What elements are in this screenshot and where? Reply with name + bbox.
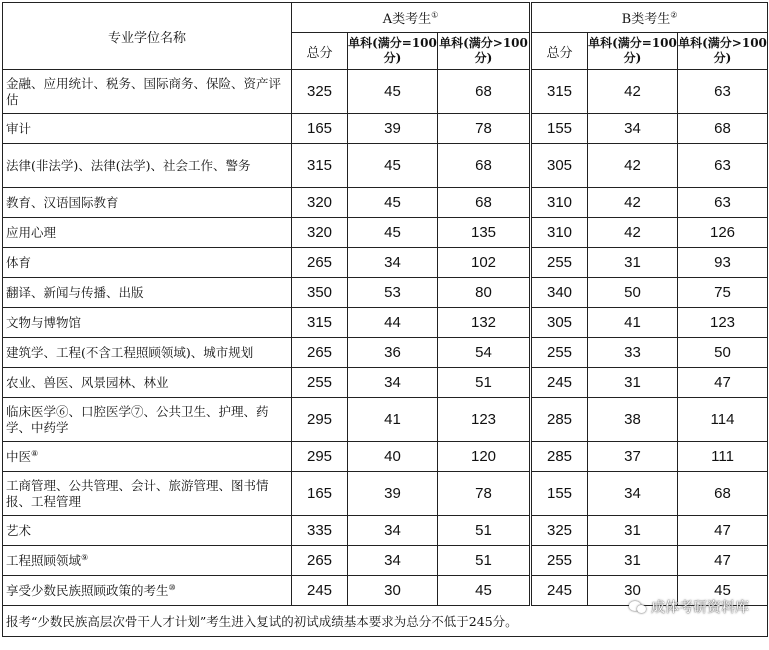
a-single-100-cell: 39 <box>348 114 438 144</box>
a-single-100-cell: 41 <box>348 398 438 442</box>
group-a-label: A类考生 <box>382 12 432 27</box>
table-row <box>3 70 768 114</box>
degree-name-cell <box>3 248 292 278</box>
b-single-gt100-cell: 126 <box>678 218 768 248</box>
table-row <box>3 368 768 398</box>
degree-name-cell <box>3 114 292 144</box>
b-total-cell: 285 <box>531 398 588 442</box>
a-single-gt100-cell: 68 <box>438 144 531 188</box>
table-row <box>3 546 768 576</box>
a-single-gt100-cell: 68 <box>438 188 531 218</box>
a-single-100-cell: 45 <box>348 218 438 248</box>
b-single-gt100-cell: 47 <box>678 546 768 576</box>
footnote-marker: ⑨ <box>81 552 89 562</box>
a-total-cell: 315 <box>292 308 348 338</box>
b-single-100-cell: 34 <box>588 114 678 144</box>
b-single-gt100-cell: 47 <box>678 516 768 546</box>
a-single-100-cell: 30 <box>348 576 438 606</box>
degree-name-cell <box>3 398 292 442</box>
a-total-cell: 335 <box>292 516 348 546</box>
b-single-100-cell: 41 <box>588 308 678 338</box>
score-table-container <box>2 2 767 637</box>
degree-name-cell <box>3 516 292 546</box>
group-a-note: ① <box>431 10 439 20</box>
b-single-100-cell: 38 <box>588 398 678 442</box>
table-row <box>3 338 768 368</box>
b-single-100-cell: 30 <box>588 576 678 606</box>
degree-name: 体育 <box>6 254 32 270</box>
a-total-cell: 350 <box>292 278 348 308</box>
degree-name-cell <box>3 472 292 516</box>
a-single-100-cell: 36 <box>348 338 438 368</box>
a-total-cell: 165 <box>292 472 348 516</box>
a-single-100-cell: 34 <box>348 368 438 398</box>
degree-name: 中医 <box>6 448 32 464</box>
a-total-cell: 255 <box>292 368 348 398</box>
b-total-cell: 305 <box>531 308 588 338</box>
b-total-cell: 340 <box>531 278 588 308</box>
degree-name-cell <box>3 368 292 398</box>
a-total-cell: 265 <box>292 338 348 368</box>
b-single-100-cell: 42 <box>588 218 678 248</box>
table-row <box>3 114 768 144</box>
b-single-100-cell: 50 <box>588 278 678 308</box>
degree-name: 临床医学⑥、口腔医学⑦、公共卫生、护理、药学、中药学 <box>6 403 269 435</box>
b-single-100-cell: 31 <box>588 248 678 278</box>
b-total-cell: 245 <box>531 368 588 398</box>
a-total-cell: 265 <box>292 248 348 278</box>
a-single-100-cell: 34 <box>348 516 438 546</box>
a-single-100-cell: 39 <box>348 472 438 516</box>
b-single-100-cell: 42 <box>588 144 678 188</box>
a-single-gt100-cell: 51 <box>438 546 531 576</box>
b-single-100-cell: 31 <box>588 516 678 546</box>
a-total-header: 总分 <box>292 33 348 70</box>
b-single-gt100-header: 单科(满分>100分) <box>678 33 768 70</box>
a-single-gt100-cell: 80 <box>438 278 531 308</box>
a-single-100-cell: 53 <box>348 278 438 308</box>
b-single-gt100-cell: 47 <box>678 368 768 398</box>
watermark-text: 成体考研资料库 <box>651 600 749 616</box>
degree-name: 金融、应用统计、税务、国际商务、保险、资产评估 <box>6 75 282 107</box>
a-single-gt100-cell: 45 <box>438 576 531 606</box>
a-single-gt100-cell: 135 <box>438 218 531 248</box>
watermark <box>629 597 749 617</box>
degree-name-cell <box>3 278 292 308</box>
b-single-gt100-cell: 93 <box>678 248 768 278</box>
a-single-100-cell: 34 <box>348 248 438 278</box>
a-single-gt100-cell: 120 <box>438 442 531 472</box>
b-single-gt100-cell: 75 <box>678 278 768 308</box>
chat-bubble-icon <box>629 600 647 614</box>
b-single-gt100-cell: 63 <box>678 188 768 218</box>
b-single-gt100-cell: 114 <box>678 398 768 442</box>
b-total-header: 总分 <box>531 33 588 70</box>
a-total-cell: 315 <box>292 144 348 188</box>
b-single-gt100-cell: 111 <box>678 442 768 472</box>
degree-name-cell <box>3 546 292 576</box>
degree-name-cell <box>3 576 292 606</box>
header-group-b <box>531 3 768 33</box>
table-row <box>3 188 768 218</box>
a-single-gt100-cell: 51 <box>438 516 531 546</box>
a-single-gt100-cell: 54 <box>438 338 531 368</box>
a-total-cell: 245 <box>292 576 348 606</box>
score-requirements-table <box>2 2 768 637</box>
degree-name-cell <box>3 308 292 338</box>
b-total-cell: 255 <box>531 546 588 576</box>
degree-name: 艺术 <box>6 522 32 538</box>
b-total-cell: 310 <box>531 188 588 218</box>
a-single-gt100-cell: 51 <box>438 368 531 398</box>
b-total-cell: 285 <box>531 442 588 472</box>
a-total-cell: 320 <box>292 188 348 218</box>
table-row <box>3 398 768 442</box>
degree-name: 法律(非法学)、法律(法学)、社会工作、警务 <box>6 157 251 173</box>
b-single-100-cell: 31 <box>588 546 678 576</box>
a-single-100-cell: 34 <box>348 546 438 576</box>
footnote-marker: ⑩ <box>168 582 176 592</box>
a-total-cell: 295 <box>292 442 348 472</box>
a-total-cell: 295 <box>292 398 348 442</box>
b-single-100-cell: 34 <box>588 472 678 516</box>
table-row <box>3 442 768 472</box>
a-total-cell: 320 <box>292 218 348 248</box>
b-single-gt100-cell: 68 <box>678 114 768 144</box>
a-single-gt100-cell: 78 <box>438 114 531 144</box>
a-total-cell: 325 <box>292 70 348 114</box>
table-row <box>3 278 768 308</box>
b-single-100-cell: 31 <box>588 368 678 398</box>
b-single-100-header: 单科(满分=100分) <box>588 33 678 70</box>
degree-name: 教育、汉语国际教育 <box>6 194 119 210</box>
a-single-gt100-cell: 102 <box>438 248 531 278</box>
b-total-cell: 325 <box>531 516 588 546</box>
degree-name: 审计 <box>6 120 32 136</box>
a-total-cell: 165 <box>292 114 348 144</box>
b-total-cell: 155 <box>531 472 588 516</box>
degree-name: 享受少数民族照顾政策的考生 <box>6 582 169 598</box>
a-single-100-cell: 45 <box>348 70 438 114</box>
degree-name: 应用心理 <box>6 224 57 240</box>
degree-name-cell <box>3 442 292 472</box>
degree-name: 农业、兽医、风景园林、林业 <box>6 374 169 390</box>
degree-name-cell <box>3 144 292 188</box>
a-single-gt100-cell: 78 <box>438 472 531 516</box>
b-single-100-cell: 33 <box>588 338 678 368</box>
header-group-a <box>292 3 531 33</box>
group-b-label: B类考生 <box>621 12 671 27</box>
a-single-100-cell: 44 <box>348 308 438 338</box>
b-single-gt100-cell: 50 <box>678 338 768 368</box>
table-row <box>3 308 768 338</box>
degree-name: 文物与博物馆 <box>6 314 82 330</box>
b-single-gt100-cell: 63 <box>678 144 768 188</box>
b-single-100-cell: 42 <box>588 188 678 218</box>
a-single-gt100-cell: 68 <box>438 70 531 114</box>
degree-name: 建筑学、工程(不含工程照顾领域)、城市规划 <box>6 344 254 360</box>
a-single-100-header: 单科(满分=100分) <box>348 33 438 70</box>
b-single-gt100-cell: 123 <box>678 308 768 338</box>
b-total-cell: 305 <box>531 144 588 188</box>
table-row <box>3 248 768 278</box>
b-single-gt100-cell: 45 <box>678 576 768 606</box>
table-row <box>3 144 768 188</box>
degree-name-cell <box>3 70 292 114</box>
degree-name-cell <box>3 188 292 218</box>
degree-name: 工程照顾领域 <box>6 552 82 568</box>
b-total-cell: 245 <box>531 576 588 606</box>
b-total-cell: 255 <box>531 248 588 278</box>
a-total-cell: 265 <box>292 546 348 576</box>
footer-note: 报考“少数民族高层次骨干人才计划”考生进入复试的初试成绩基本要求为总分不低于245分。 <box>3 606 768 637</box>
degree-name-cell <box>3 218 292 248</box>
b-total-cell: 310 <box>531 218 588 248</box>
group-b-note: ② <box>670 10 678 20</box>
b-single-gt100-cell: 63 <box>678 70 768 114</box>
a-single-gt100-cell: 123 <box>438 398 531 442</box>
b-total-cell: 255 <box>531 338 588 368</box>
degree-name: 工商管理、公共管理、会计、旅游管理、图书情报、工程管理 <box>6 477 269 509</box>
a-single-100-cell: 45 <box>348 188 438 218</box>
header-degree-name: 专业学位名称 <box>3 3 292 70</box>
a-single-gt100-header: 单科(满分>100分) <box>438 33 531 70</box>
degree-name-cell <box>3 338 292 368</box>
a-single-gt100-cell: 132 <box>438 308 531 338</box>
b-single-100-cell: 42 <box>588 70 678 114</box>
a-single-100-cell: 40 <box>348 442 438 472</box>
b-total-cell: 315 <box>531 70 588 114</box>
degree-name: 翻译、新闻与传播、出版 <box>6 284 144 300</box>
table-row <box>3 472 768 516</box>
footnote-marker: ⑧ <box>31 448 39 458</box>
b-single-100-cell: 37 <box>588 442 678 472</box>
a-single-100-cell: 45 <box>348 144 438 188</box>
table-row <box>3 218 768 248</box>
b-single-gt100-cell: 68 <box>678 472 768 516</box>
b-total-cell: 155 <box>531 114 588 144</box>
table-row <box>3 516 768 546</box>
header-row-1 <box>3 3 768 33</box>
